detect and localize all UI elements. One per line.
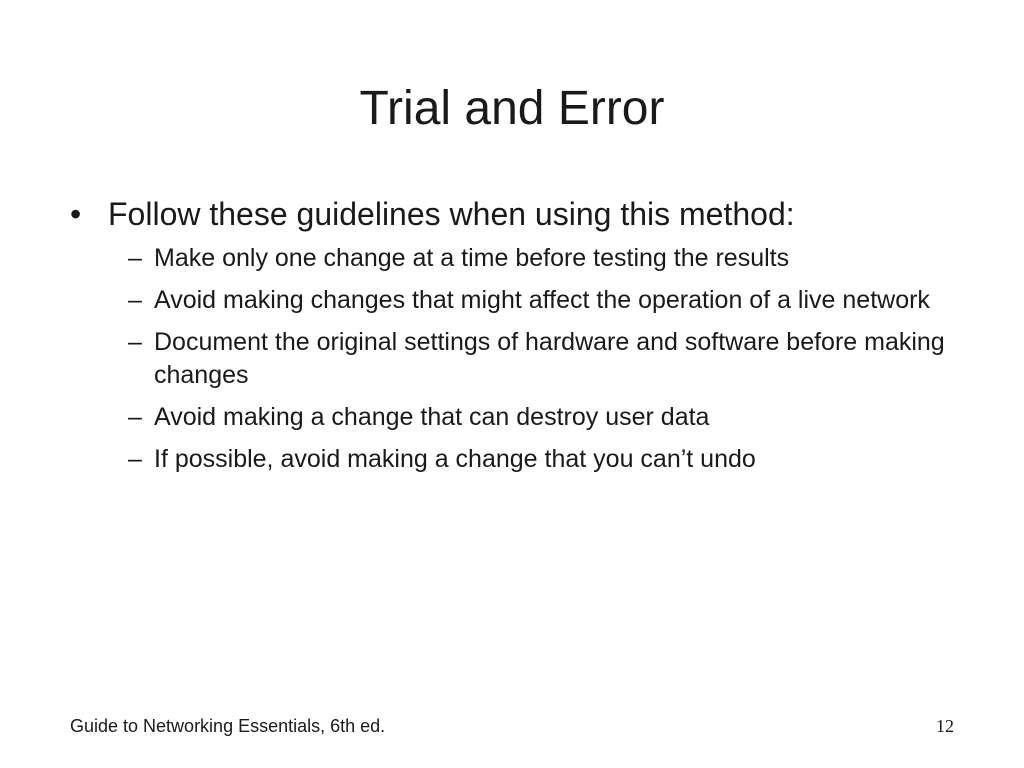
bullet-text: Follow these guidelines when using this method:	[108, 196, 795, 232]
bullet-marker: •	[70, 196, 82, 232]
slide-title: Trial and Error	[359, 82, 665, 135]
sub-bullet-item	[128, 401, 970, 434]
page-number: 12	[936, 716, 954, 736]
sub-bullet-text: Make only one change at a time before testing the results	[154, 244, 790, 272]
sub-bullet-marker: –	[128, 328, 142, 356]
sub-bullet-marker: –	[128, 445, 142, 473]
sub-bullet-text: Document the original settings of hardware and software before making changes	[154, 328, 945, 389]
sub-bullet-marker: –	[128, 403, 142, 431]
slide-content	[70, 194, 970, 485]
sub-bullet-text: Avoid making changes that might affect the operation of a live network	[154, 286, 930, 314]
bullet-item	[70, 194, 970, 234]
sub-bullet-item	[128, 284, 970, 317]
sub-bullet-text: If possible, avoid making a change that you can’t undo	[154, 445, 756, 473]
sub-bullet-text: Avoid making a change that can destroy user data	[154, 403, 710, 431]
footer-source: Guide to Networking Essentials, 6th ed.	[70, 716, 386, 736]
sub-bullet-item	[128, 443, 970, 476]
sub-bullet-marker: –	[128, 286, 142, 314]
sub-bullet-marker: –	[128, 244, 142, 272]
sub-bullet-item	[128, 326, 970, 392]
sub-bullet-list	[128, 242, 970, 476]
sub-bullet-item	[128, 242, 970, 275]
